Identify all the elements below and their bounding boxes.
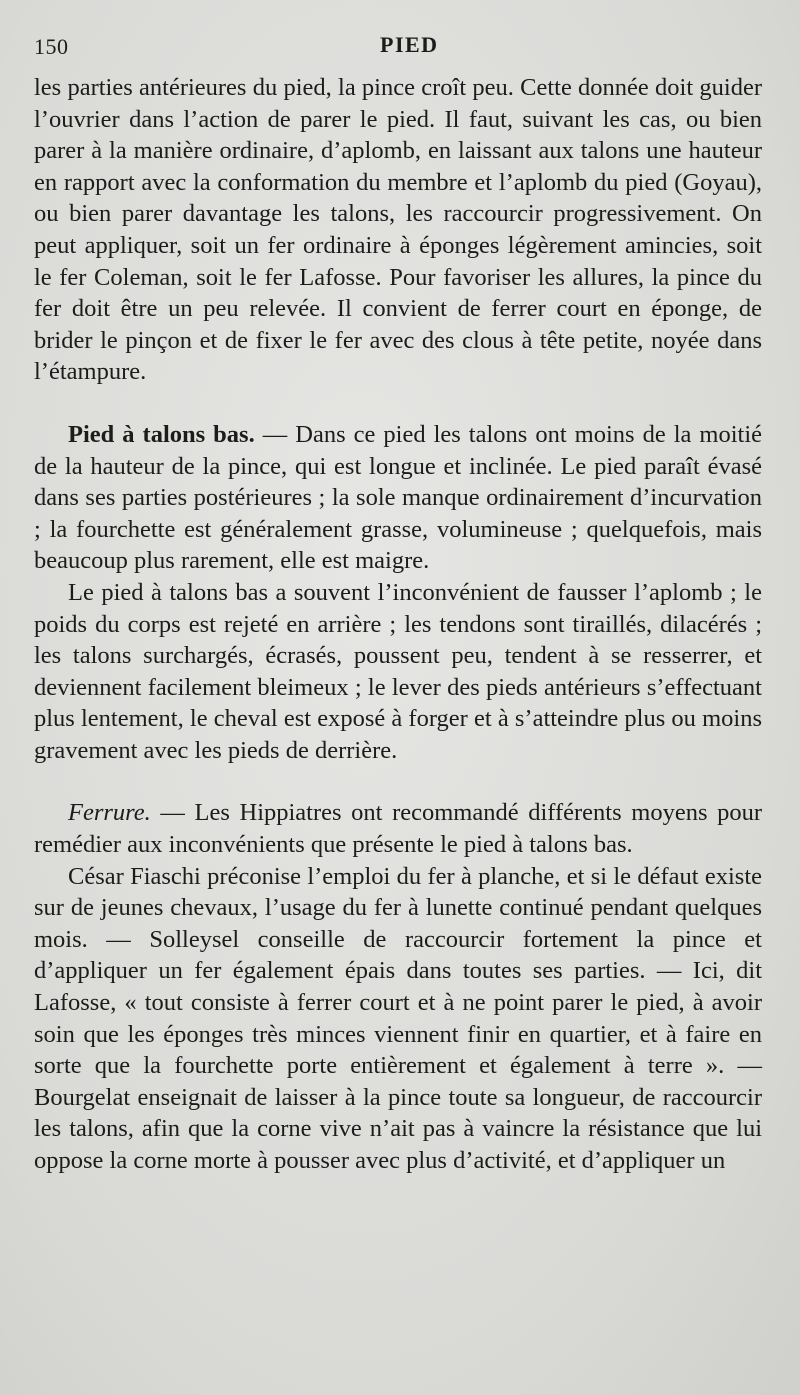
running-head: PIED	[380, 32, 439, 57]
paragraph-text: — Les Hippiatres ont recommandé différents moyens pour remédier aux inconvénients que présente le pied à talons bas.	[34, 799, 762, 859]
section-heading-ferrure: Ferrure.	[68, 799, 151, 827]
paragraph-text: — Dans ce pied les talons ont moins de la moitié de la hauteur de la pince, qui est longue et inclinée. Le pied paraît évasé dans ses parties postérieures ; la sole manque ordinairement d’incurvation ; la fourchette est généralement grasse, volumineuse ; quelquefois, mais beaucoup plus rarement, elle est maigre.	[34, 420, 763, 575]
body-text	[34, 72, 762, 1177]
paragraph-continuation	[34, 72, 762, 388]
paragraph-text: les parties antérieures du pied, la pince croît peu. Cette donnée doit guider l’ouvrier dans l’action de parer le pied. Il faut, suivant les cas, ou bien parer à la manière ordinaire, d’aplomb, en laissant aux talons une hauteur en rapport avec la conformation du membre et l’aplomb du pied (Goyau), ou bien parer davantage les talons, les raccourcir progressivement. On peut appliquer, soit un fer ordinaire à éponges légèrement amincies, soit le fer Coleman, soit le fer Lafosse. Pour favoriser les allures, la pince du fer doit être un peu relevée. Il convient de ferrer court en éponge, de brider le pinçon et de fixer le fer avec des clous à tête petite, noyée dans l’étampure.	[34, 74, 762, 386]
paragraph-ferrure	[34, 797, 762, 860]
page-number: 150	[34, 34, 69, 59]
paragraph-cesar-fiaschi	[34, 861, 762, 1177]
paragraph-pied-a-talons-bas	[34, 419, 762, 577]
section-heading-pied-a-talons-bas: Pied à talons bas.	[68, 420, 255, 448]
page-header	[34, 32, 764, 62]
paragraph-text: Le pied à talons bas a souvent l’inconvénient de fausser l’aplomb ; le poids du corps est rejeté en arrière ; les tendons sont tiraillés, dilacérés ; les talons surchargés, écrasés, poussent peu, tendent à se resserrer, et deviennent facilement bleimeux ; le lever des pieds antérieurs s’effectuant plus lentement, le cheval est exposé à forger et à s’atteindre plus ou moins gravement avec les pieds de derrière.	[34, 578, 762, 764]
paragraph-inconvenients	[34, 577, 762, 767]
paragraph-text: César Fiaschi préconise l’emploi du fer à planche, et si le défaut existe sur de jeunes chevaux, l’usage du fer à lunette continué pendant quelques mois. — Solleysel conseille de raccourcir fortement la pince et d’appliquer un fer également épais dans toutes ses parties. — Ici, dit Lafosse, « tout consiste à ferrer court et à ne point parer le pied, à avoir soin que les éponges très minces viennent finir en quartier, et à faire en sorte que la fourchette porte entièrement et également à terre ». — Bourgelat enseignait de laisser à la pince toute sa longueur, de raccourcir les talons, afin que la corne vive n’ait pas à vaincre la résistance que lui oppose la corne morte à pousser avec plus d’activité, et d’appliquer un	[34, 862, 762, 1174]
